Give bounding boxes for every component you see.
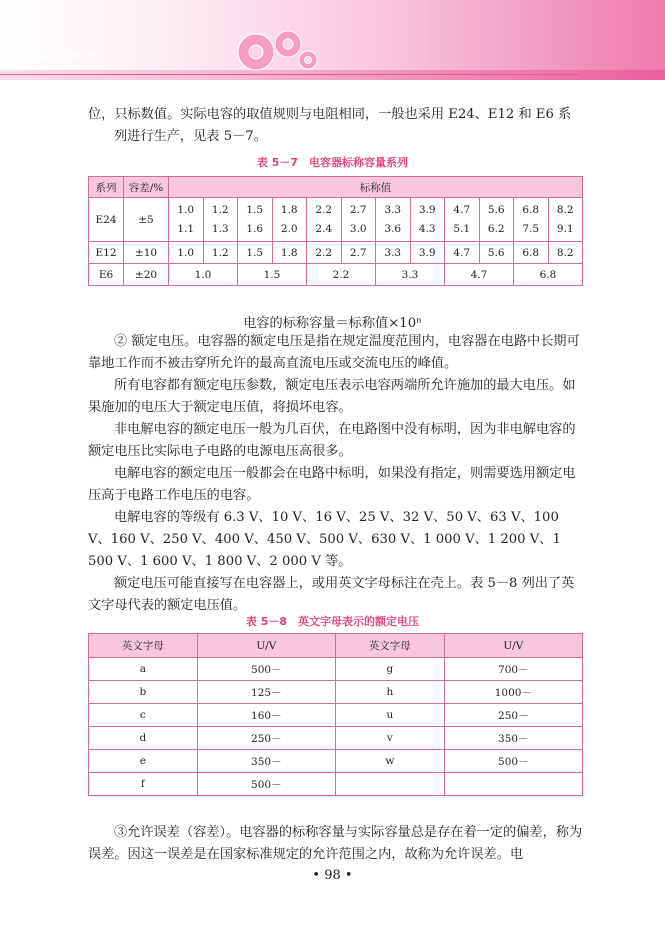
value-cell: 1.0 1.1 xyxy=(169,198,204,242)
letter-cell: d xyxy=(89,727,198,750)
paragraph-6: 电解电容的等级有 6.3 V、10 V、16 V、25 V、32 V、50 V、63 V、100 V、160 V、250 V、400 V、450 V、500 V、630 V、1 000 V、1 200 V、1 500 V、1 600 V、1 800 V、2 000 V 等。 xyxy=(88,510,561,569)
value-cell: 5.6 6.2 xyxy=(479,198,514,242)
paragraph-7: 额定电压可能直接写在电容器上，或用英文字母标注在壳上。表 5－8 列出了英文字母代表的额定电压值。 xyxy=(88,576,575,613)
value-cell: 1.5 xyxy=(238,264,307,286)
value-cell: 6.8 xyxy=(514,264,583,286)
col-header-letter: 英文字母 xyxy=(335,634,444,658)
col-header-series: 系列 xyxy=(89,177,124,198)
letter-cell: v xyxy=(335,727,444,750)
value-cell: 3.3 xyxy=(376,242,411,264)
value-cell: 1.8 2.0 xyxy=(272,198,307,242)
value-cell: 1.0 xyxy=(169,264,238,286)
tolerance-cell: ±5 xyxy=(124,198,169,242)
letter-cell: e xyxy=(89,750,198,773)
series-cell: E24 xyxy=(89,198,124,242)
page-header-band xyxy=(0,0,665,80)
value-cell: 4.7 xyxy=(445,242,480,264)
value-cell: 3.9 4.3 xyxy=(410,198,445,242)
col-header-voltage: U/V xyxy=(444,634,582,658)
table-row xyxy=(89,727,583,750)
letter-cell: b xyxy=(89,681,198,704)
table-row xyxy=(89,773,583,796)
series-cell: E12 xyxy=(89,242,124,264)
voltage-cell: 1000－ xyxy=(444,681,582,704)
col-header-nominal: 标称值 xyxy=(169,177,583,198)
table-row xyxy=(89,750,583,773)
letter-cell: g xyxy=(335,658,444,681)
letter-cell: a xyxy=(89,658,198,681)
voltage-cell: 350－ xyxy=(197,750,335,773)
col-header-tolerance: 容差/% xyxy=(124,177,169,198)
value-cell: 2.7 3.0 xyxy=(341,198,376,242)
table-5-7-caption: 表 5－7 电容器标称容量系列 xyxy=(256,156,409,169)
voltage-cell: 500－ xyxy=(197,773,335,796)
table-row xyxy=(89,681,583,704)
value-cell: 2.2 xyxy=(307,264,376,286)
letter-cell: w xyxy=(335,750,444,773)
col-header-letter: 英文字母 xyxy=(89,634,198,658)
letter-cell xyxy=(335,773,444,796)
value-cell: 3.9 xyxy=(410,242,445,264)
value-cell: 4.7 xyxy=(445,264,514,286)
voltage-cell: 125－ xyxy=(197,681,335,704)
value-cell: 4.7 5.1 xyxy=(445,198,480,242)
table-5-8 xyxy=(88,633,583,796)
voltage-cell: 500－ xyxy=(197,658,335,681)
table-row xyxy=(89,658,583,681)
voltage-cell: 350－ xyxy=(444,727,582,750)
value-cell: 6.8 xyxy=(514,242,549,264)
tolerance-cell: ±10 xyxy=(124,242,169,264)
header-rule xyxy=(0,74,580,75)
value-cell: 6.8 7.5 xyxy=(514,198,549,242)
table-5-7 xyxy=(88,176,583,286)
voltage-cell: 160－ xyxy=(197,704,335,727)
letter-cell: u xyxy=(335,704,444,727)
paragraph-2: ② 额定电压。电容器的额定电压是指在规定温度范围内，电容器在电路中长期可靠地工作而不被击穿所允许的最高直流电压或交流电压的峰值。 xyxy=(88,334,580,371)
formula: 电容的标称容量＝标称值×10ⁿ xyxy=(243,316,422,331)
voltage-cell xyxy=(444,773,582,796)
value-cell: 1.2 1.3 xyxy=(203,198,238,242)
voltage-cell: 250－ xyxy=(197,727,335,750)
value-cell: 2.2 xyxy=(307,242,342,264)
col-header-voltage: U/V xyxy=(197,634,335,658)
paragraph-1: 位，只标数值。实际电容的取值规则与电阻相同，一般也采用 E24、E12 和 E6 系列进行生产，见表 5－7。 xyxy=(88,107,572,144)
value-cell: 3.3 3.6 xyxy=(376,198,411,242)
letter-cell: c xyxy=(89,704,198,727)
table-row xyxy=(89,704,583,727)
value-cell: 1.2 xyxy=(203,242,238,264)
voltage-cell: 250－ xyxy=(444,704,582,727)
header-gradient xyxy=(0,0,665,70)
value-cell: 2.2 2.4 xyxy=(307,198,342,242)
tolerance-cell: ±20 xyxy=(124,264,169,286)
letter-cell: f xyxy=(89,773,198,796)
paragraph-3: 所有电容都有额定电压参数，额定电压表示电容两端所允许施加的最大电压。如果施加的电压大于额定电压值，将损坏电容。 xyxy=(88,378,576,415)
paragraph-8: ③允许误差（容差）。电容器的标称容量与实际容量总是存在着一定的偏差，称为误差。因这一误差是在国家标准规定的允许范围之内，故称为允许误差。电 xyxy=(88,825,583,862)
chevron-decoration: >>>>>> xyxy=(10,45,97,64)
table-5-8-caption: 表 5－8 英文字母表示的额定电压 xyxy=(245,615,420,628)
gears-icon xyxy=(228,22,328,78)
value-cell: 1.0 xyxy=(169,242,204,264)
value-cell: 2.7 xyxy=(341,242,376,264)
value-cell: 1.5 1.6 xyxy=(238,198,273,242)
voltage-cell: 500－ xyxy=(444,750,582,773)
paragraph-5: 电解电容的额定电压一般都会在电路中标明，如果没有指定，则需要选用额定电压高于电路工作电压的电容。 xyxy=(88,466,576,503)
value-cell: 3.3 xyxy=(376,264,445,286)
value-cell: 8.2 xyxy=(548,242,583,264)
letter-cell: h xyxy=(335,681,444,704)
value-cell: 5.6 xyxy=(479,242,514,264)
paragraph-4: 非电解电容的额定电压一般为几百伏，在电路图中没有标明，因为非电解电容的额定电压比实际电子电路的电源电压高很多。 xyxy=(88,422,576,459)
voltage-cell: 700－ xyxy=(444,658,582,681)
series-cell: E6 xyxy=(89,264,124,286)
value-cell: 8.2 9.1 xyxy=(548,198,583,242)
page-number: • 98 • xyxy=(312,868,353,883)
value-cell: 1.5 xyxy=(238,242,273,264)
value-cell: 1.8 xyxy=(272,242,307,264)
